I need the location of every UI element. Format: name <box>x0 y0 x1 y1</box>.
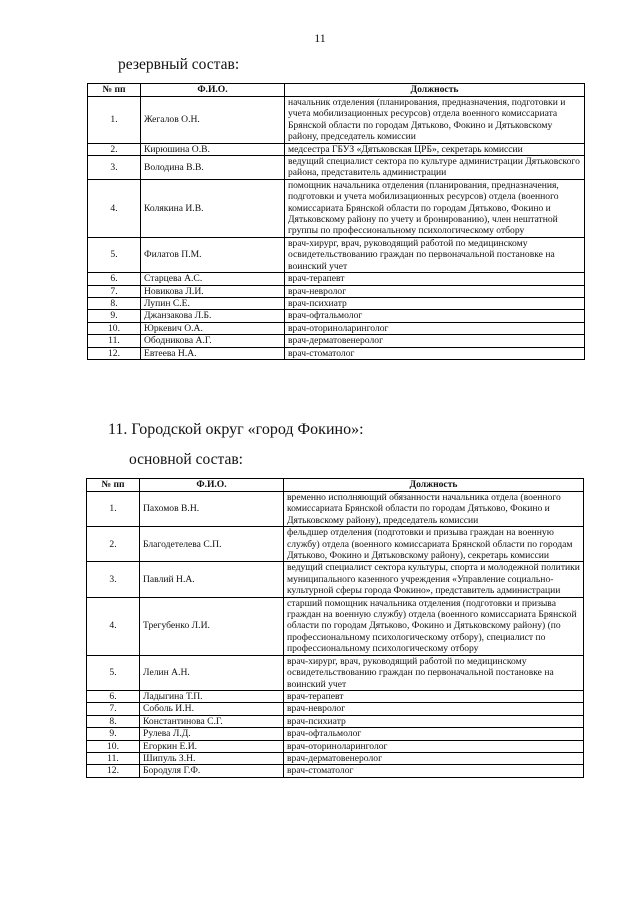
row-position-cell: старший помощник начальника отделения (подготовки и призыва граждан на военную службу) отдела (военного комиссариата Брянской области по городам Дятьково, Фокино и Дятьковскому району) (по профессиональному психологическому отбору), специалист по профессиональному психологическому отбору <box>284 597 584 655</box>
row-name-cell: Джанзакова Л.Б. <box>141 310 285 322</box>
table-row <box>88 179 585 237</box>
main-staff-heading: основной состав: <box>129 451 243 468</box>
row-number-cell: 11. <box>88 335 141 347</box>
row-number-cell: 5. <box>87 655 140 690</box>
table-row <box>88 97 585 144</box>
row-name-cell: Евтеева Н.А. <box>141 347 285 359</box>
row-name-cell: Ободникова А.Г. <box>141 335 285 347</box>
row-position-cell: врач-оториноларинголог <box>285 322 585 334</box>
column-header-name: Ф.И.О. <box>140 479 284 492</box>
row-position-cell: помощник начальника отделения (планирования, предназначения, подготовки и учета мобилизационных ресурсов) отдела (военного комиссариата Брянской области по городам Дятьково, Фокино и Дятьковскому району по учету и бронированию), член нештатной группы по профессиональному психологическому отбору <box>285 179 585 237</box>
row-number-cell: 2. <box>87 527 140 562</box>
row-number-cell: 2. <box>88 143 141 155</box>
row-name-cell: Благодетелева С.П. <box>140 527 284 562</box>
row-position-cell: врач-невролог <box>284 703 584 715</box>
row-position-cell: фельдшер отделения (подготовки и призыва граждан на военную службу) отдела (военного комиссариата Брянской области по городам Дятьково, Фокино и Дятьковскому району), секретарь комиссии <box>284 527 584 562</box>
row-number-cell: 12. <box>87 765 140 777</box>
row-name-cell: Егоркин Е.И. <box>140 740 284 752</box>
row-position-cell: врач-стоматолог <box>284 765 584 777</box>
table-header-row <box>88 84 585 97</box>
row-number-cell: 3. <box>87 562 140 597</box>
row-number-cell: 7. <box>88 285 141 297</box>
row-number-cell: 10. <box>88 322 141 334</box>
row-name-cell: Бородуля Г.Ф. <box>140 765 284 777</box>
row-position-cell: врач-офтальмолог <box>284 728 584 740</box>
table-row <box>87 703 584 715</box>
table-row <box>87 562 584 597</box>
row-name-cell: Володина В.В. <box>141 156 285 180</box>
row-name-cell: Рулева Л.Д. <box>140 728 284 740</box>
row-position-cell: начальник отделения (планирования, предназначения, подготовки и учета мобилизационных ресурсов) отдела военного комиссариата Брянской области по городам Дятьково, Фокино и Дятьковскому району, председатель комиссии <box>285 97 585 144</box>
table-row <box>87 690 584 702</box>
reserve-staff-table <box>87 83 585 360</box>
row-number-cell: 12. <box>88 347 141 359</box>
table-row <box>87 527 584 562</box>
row-number-cell: 1. <box>88 97 141 144</box>
row-position-cell: врач-дерматовенеролог <box>285 335 585 347</box>
column-header-number: № пп <box>87 479 140 492</box>
row-name-cell: Соболь И.Н. <box>140 703 284 715</box>
row-name-cell: Новикова Л.И. <box>141 285 285 297</box>
row-name-cell: Ладыгина Т.П. <box>140 690 284 702</box>
section-title: 11. Городской округ «город Фокино»: <box>108 421 364 438</box>
row-number-cell: 1. <box>87 492 140 527</box>
row-number-cell: 9. <box>87 728 140 740</box>
row-number-cell: 4. <box>88 179 141 237</box>
table-row <box>87 765 584 777</box>
table-row <box>88 143 585 155</box>
row-name-cell: Пахомов В.Н. <box>140 492 284 527</box>
row-position-cell: временно исполняющий обязанности начальника отдела (военного комиссариата Брянской области по городам Дятьково, Фокино и Дятьковскому району), председатель комиссии <box>284 492 584 527</box>
table-row <box>87 740 584 752</box>
row-name-cell: Лупин С.Е. <box>141 297 285 309</box>
row-number-cell: 3. <box>88 156 141 180</box>
table-row <box>88 310 585 322</box>
column-header-name: Ф.И.О. <box>141 84 285 97</box>
row-number-cell: 5. <box>88 237 141 272</box>
row-position-cell: врач-терапевт <box>284 690 584 702</box>
row-name-cell: Юркевич О.А. <box>141 322 285 334</box>
row-name-cell: Филатов П.М. <box>141 237 285 272</box>
column-header-number: № пп <box>88 84 141 97</box>
row-name-cell: Лелин А.Н. <box>140 655 284 690</box>
column-header-position: Должность <box>284 479 584 492</box>
row-position-cell: врач-хирург, врач, руководящий работой по медицинскому освидетельствованию граждан по первоначальной постановке на воинский учет <box>285 237 585 272</box>
table-row <box>88 273 585 285</box>
row-position-cell: врач-психиатр <box>285 297 585 309</box>
page-number: 11 <box>314 31 326 45</box>
row-number-cell: 8. <box>88 297 141 309</box>
table-row <box>88 322 585 334</box>
column-header-position: Должность <box>285 84 585 97</box>
table-row <box>88 156 585 180</box>
row-name-cell: Жегалов О.Н. <box>141 97 285 144</box>
table-row <box>87 492 584 527</box>
table-row <box>87 597 584 655</box>
row-number-cell: 10. <box>87 740 140 752</box>
row-number-cell: 6. <box>87 690 140 702</box>
main-staff-table <box>86 478 584 778</box>
table-row <box>88 347 585 359</box>
row-name-cell: Колякина И.В. <box>141 179 285 237</box>
row-name-cell: Шипуль З.Н. <box>140 752 284 764</box>
table-row <box>87 655 584 690</box>
row-number-cell: 9. <box>88 310 141 322</box>
row-position-cell: врач-хирург, врач, руководящий работой по медицинскому освидетельствованию граждан по первоначальной постановке на воинский учет <box>284 655 584 690</box>
row-number-cell: 11. <box>87 752 140 764</box>
row-name-cell: Константинова С.Г. <box>140 715 284 727</box>
row-position-cell: врач-стоматолог <box>285 347 585 359</box>
row-number-cell: 4. <box>87 597 140 655</box>
table-row <box>88 297 585 309</box>
row-position-cell: врач-оториноларинголог <box>284 740 584 752</box>
row-number-cell: 6. <box>88 273 141 285</box>
row-position-cell: врач-невролог <box>285 285 585 297</box>
row-name-cell: Павлий Н.А. <box>140 562 284 597</box>
row-name-cell: Кирюшина О.В. <box>141 143 285 155</box>
row-name-cell: Трегубенко Л.И. <box>140 597 284 655</box>
row-position-cell: врач-терапевт <box>285 273 585 285</box>
table-row <box>87 752 584 764</box>
table-row <box>88 237 585 272</box>
table-row <box>88 285 585 297</box>
row-position-cell: врач-дерматовенеролог <box>284 752 584 764</box>
row-number-cell: 8. <box>87 715 140 727</box>
table-row <box>87 728 584 740</box>
row-position-cell: ведущий специалист сектора культуры, спорта и молодежной политики муниципального казенного учреждения «Управление социально-культурной сферы города Фокино», представитель администрации <box>284 562 584 597</box>
table-header-row <box>87 479 584 492</box>
row-number-cell: 7. <box>87 703 140 715</box>
row-name-cell: Старцева А.С. <box>141 273 285 285</box>
reserve-staff-heading: резервный состав: <box>118 56 240 73</box>
row-position-cell: медсестра ГБУЗ «Дятьковская ЦРБ», секретарь комиссии <box>285 143 585 155</box>
row-position-cell: ведущий специалист сектора по культуре администрации Дятьковского района, представитель администрации <box>285 156 585 180</box>
table-row <box>87 715 584 727</box>
table-row <box>88 335 585 347</box>
row-position-cell: врач-офтальмолог <box>285 310 585 322</box>
row-position-cell: врач-психиатр <box>284 715 584 727</box>
